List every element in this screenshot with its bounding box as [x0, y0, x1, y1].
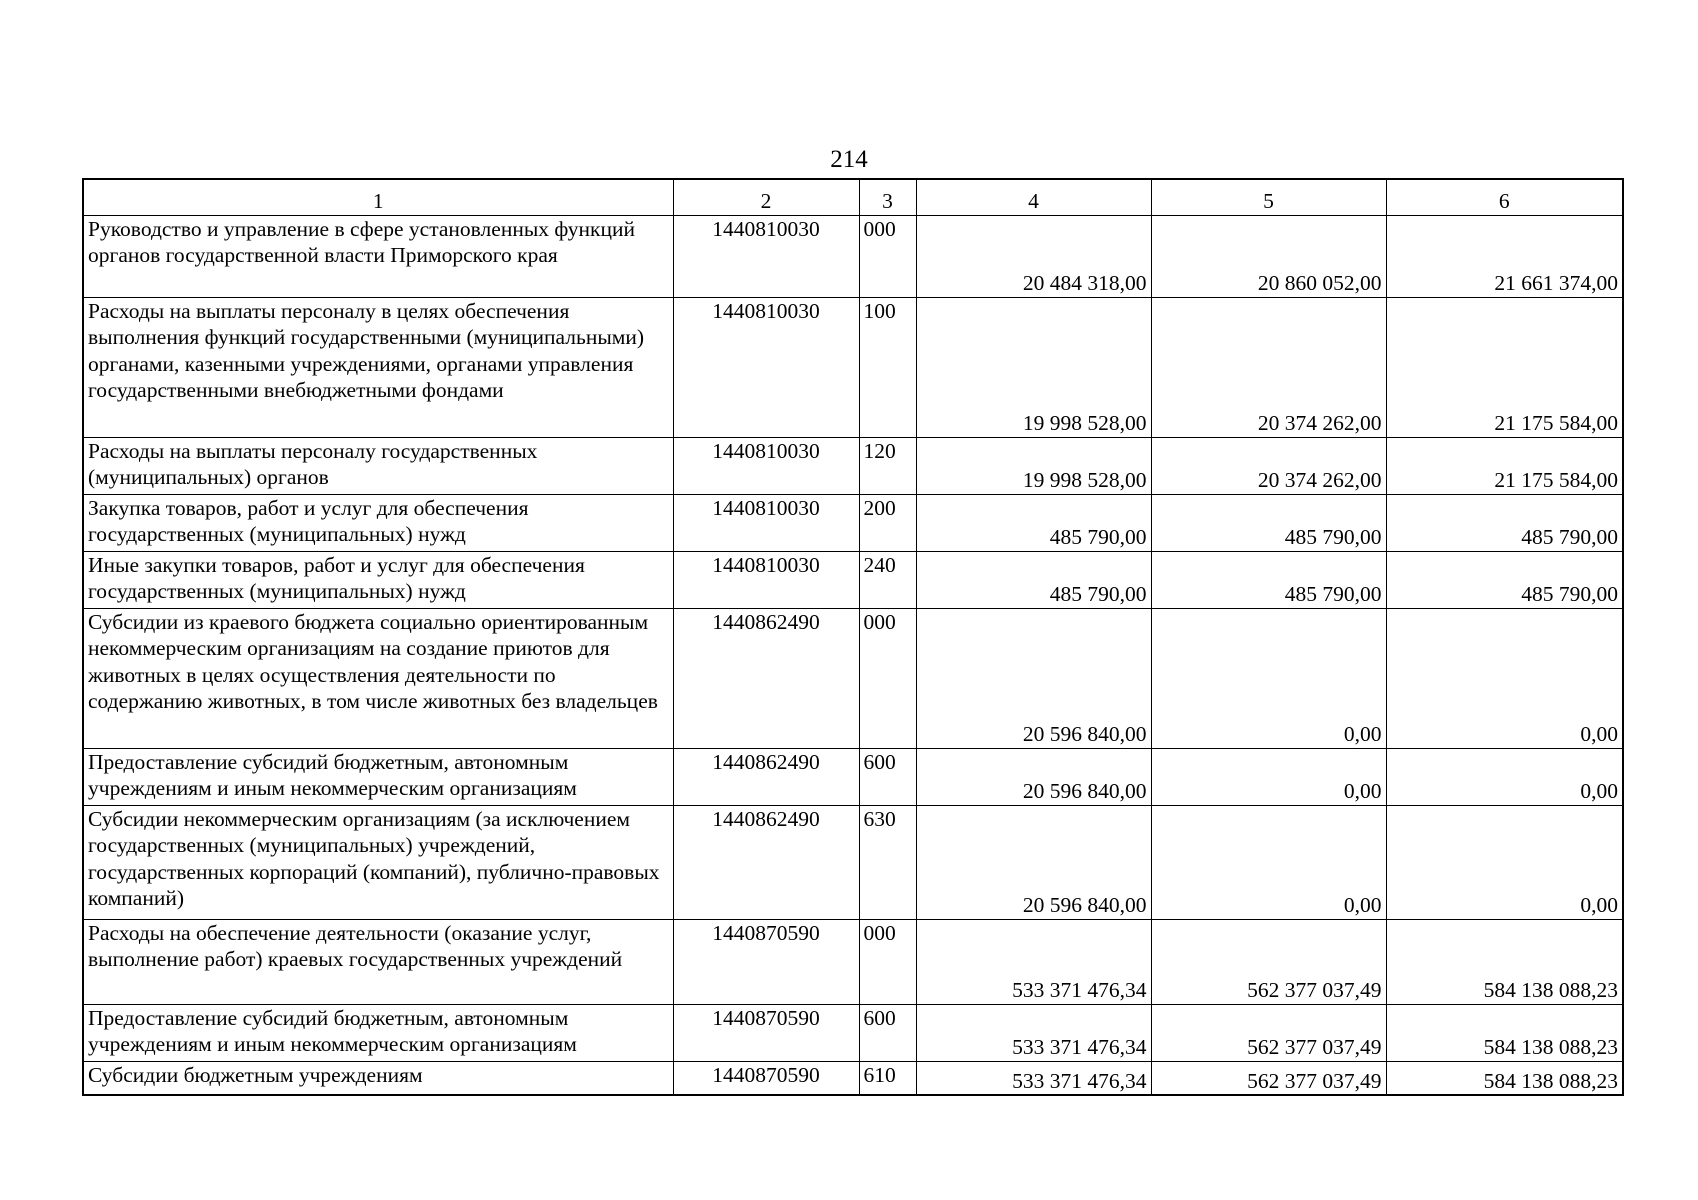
row-vr: 120: [859, 437, 916, 494]
row-name: Субсидии бюджетным учреждениям: [83, 1061, 673, 1095]
row-amount-4: 485 790,00: [916, 494, 1151, 551]
table-row: [83, 297, 1623, 437]
row-name: Расходы на выплаты персоналу государственных (муниципальных) органов: [83, 437, 673, 494]
row-vr: 240: [859, 551, 916, 608]
row-code: 1440810030: [673, 551, 859, 608]
row-amount-5: 562 377 037,49: [1151, 1061, 1386, 1095]
row-amount-4: 533 371 476,34: [916, 1004, 1151, 1061]
column-header-2: 2: [673, 179, 859, 215]
row-code: 1440870590: [673, 1061, 859, 1095]
row-amount-4: 485 790,00: [916, 551, 1151, 608]
page-number: 214: [830, 146, 868, 173]
column-header-1: 1: [83, 179, 673, 215]
column-header-6: 6: [1386, 179, 1623, 215]
row-code: 1440862490: [673, 608, 859, 748]
row-name: Субсидии некоммерческим организациям (за исключением государственных (муниципальных) учреждений, государственных корпораций (компаний), публично-правовых компаний): [83, 805, 673, 919]
row-amount-5: 485 790,00: [1151, 551, 1386, 608]
table-row: [83, 748, 1623, 805]
row-code: 1440862490: [673, 748, 859, 805]
column-header-3: 3: [859, 179, 916, 215]
table-row: [83, 608, 1623, 748]
row-vr: 610: [859, 1061, 916, 1095]
row-amount-4: 20 596 840,00: [916, 608, 1151, 748]
row-vr: 630: [859, 805, 916, 919]
row-amount-5: 0,00: [1151, 805, 1386, 919]
column-header-5: 5: [1151, 179, 1386, 215]
row-vr: 000: [859, 215, 916, 297]
row-code: 1440810030: [673, 215, 859, 297]
row-amount-4: 19 998 528,00: [916, 297, 1151, 437]
table-row: [83, 494, 1623, 551]
row-amount-4: 20 596 840,00: [916, 805, 1151, 919]
row-code: 1440810030: [673, 494, 859, 551]
row-amount-6: 21 175 584,00: [1386, 437, 1623, 494]
row-amount-4: 533 371 476,34: [916, 1061, 1151, 1095]
row-code: 1440862490: [673, 805, 859, 919]
row-name: Предоставление субсидий бюджетным, автономным учреждениям и иным некоммерческим организациям: [83, 748, 673, 805]
row-vr: 600: [859, 748, 916, 805]
row-amount-6: 0,00: [1386, 608, 1623, 748]
row-name: Предоставление субсидий бюджетным, автономным учреждениям и иным некоммерческим организациям: [83, 1004, 673, 1061]
row-amount-6: 584 138 088,23: [1386, 1061, 1623, 1095]
table-row: [83, 1061, 1623, 1095]
row-amount-6: 584 138 088,23: [1386, 1004, 1623, 1061]
table-row: [83, 437, 1623, 494]
row-name: Субсидии из краевого бюджета социально ориентированным некоммерческим организациям на создание приютов для животных в целях осуществления деятельности по содержанию животных, в том числе животных без владельцев: [83, 608, 673, 748]
budget-table: [82, 178, 1624, 1096]
row-amount-5: 562 377 037,49: [1151, 919, 1386, 1004]
row-vr: 100: [859, 297, 916, 437]
row-code: 1440810030: [673, 437, 859, 494]
row-amount-5: 20 374 262,00: [1151, 437, 1386, 494]
row-amount-5: 485 790,00: [1151, 494, 1386, 551]
row-vr: 200: [859, 494, 916, 551]
row-vr: 600: [859, 1004, 916, 1061]
row-code: 1440870590: [673, 919, 859, 1004]
row-name: Закупка товаров, работ и услуг для обеспечения государственных (муниципальных) нужд: [83, 494, 673, 551]
row-amount-6: 0,00: [1386, 805, 1623, 919]
row-amount-6: 21 661 374,00: [1386, 215, 1623, 297]
row-amount-6: 485 790,00: [1386, 494, 1623, 551]
row-amount-5: 20 860 052,00: [1151, 215, 1386, 297]
table-row: [83, 805, 1623, 919]
row-amount-5: 20 374 262,00: [1151, 297, 1386, 437]
row-vr: 000: [859, 608, 916, 748]
column-header-4: 4: [916, 179, 1151, 215]
row-name: Руководство и управление в сфере установленных функций органов государственной власти Приморского края: [83, 215, 673, 297]
table-row: [83, 215, 1623, 297]
header-row: [83, 179, 1623, 215]
row-code: 1440810030: [673, 297, 859, 437]
row-amount-5: 562 377 037,49: [1151, 1004, 1386, 1061]
row-name: Иные закупки товаров, работ и услуг для обеспечения государственных (муниципальных) нужд: [83, 551, 673, 608]
table-row: [83, 919, 1623, 1004]
table-row: [83, 1004, 1623, 1061]
row-amount-6: 584 138 088,23: [1386, 919, 1623, 1004]
row-amount-5: 0,00: [1151, 608, 1386, 748]
row-amount-4: 20 596 840,00: [916, 748, 1151, 805]
row-amount-4: 20 484 318,00: [916, 215, 1151, 297]
row-vr: 000: [859, 919, 916, 1004]
row-amount-6: 485 790,00: [1386, 551, 1623, 608]
row-amount-4: 19 998 528,00: [916, 437, 1151, 494]
table-row: [83, 551, 1623, 608]
row-amount-5: 0,00: [1151, 748, 1386, 805]
row-code: 1440870590: [673, 1004, 859, 1061]
row-amount-6: 0,00: [1386, 748, 1623, 805]
row-name: Расходы на обеспечение деятельности (оказание услуг, выполнение работ) краевых государственных учреждений: [83, 919, 673, 1004]
row-amount-4: 533 371 476,34: [916, 919, 1151, 1004]
row-amount-6: 21 175 584,00: [1386, 297, 1623, 437]
row-name: Расходы на выплаты персоналу в целях обеспечения выполнения функций государственными (муниципальными) органами, казенными учреждениями, органами управления государственными внебюджетными фондами: [83, 297, 673, 437]
